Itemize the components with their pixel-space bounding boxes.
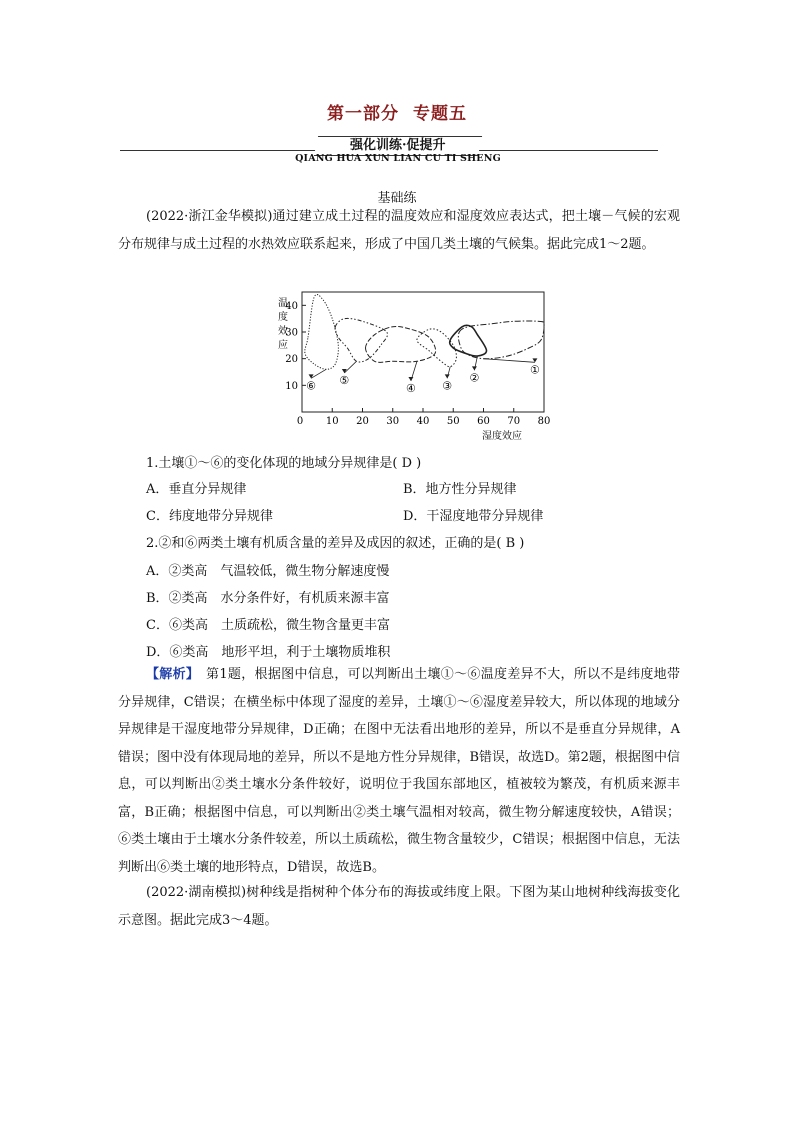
x-tick-label: 20 [356,416,369,427]
question-1-option-b: B．地方性分异规律 [403,482,517,497]
y-axis-label-2: 度 [278,312,288,323]
analysis-text: 第1题，根据图中信息，可以判断出土壤①～⑥温度差异不大，所以不是纬度地带分异规律，C错误；在横坐标中体现了湿度的差异，土壤①～⑥湿度差异较大，所以体现的地域分异规律是干湿度地带分异规律，D正确；在图中无法看出地形的差异，所以不是垂直分异规律，A错误；图中没有体现局地的差异，所以不是地方性分异规律，B错误，故选D。第2题，根据图中信息，可以判断出②类土壤水分条件较好，说明位于我国东部地区，植被较为繁茂，有机质来源丰富，B正确；根据图中信息，可以判断出②类土壤气温相对较高，微生物分解速度较快，A错误；⑥类土壤由于土壤水分条件较差，所以土质疏松，微生物含量较少，C错误；根据图中信息，无法判断出⑥类土壤的地形特点，D错误，故选B。 [118,667,680,875]
y-ticks [285,301,306,392]
y-tick-label: 30 [285,327,298,339]
y-tick-label: 10 [285,380,298,392]
soil-arrowhead-3 [445,374,450,378]
soil-label-2: ② [469,371,480,385]
soil-arrowhead-1 [532,358,537,362]
y-axis-label-1: 温 [278,298,288,309]
soil-label-3: ③ [442,379,453,393]
intro-paragraph-2: (2022·湖南模拟)树种线是指树种个体分布的海拔或纬度上限。下图为某山地树种线海拔变化示意图。据此完成3～4题。 [118,885,680,928]
x-ticks [297,408,551,427]
analysis-tag: 【解析】 [146,667,193,682]
soil-arrow-6 [311,369,326,378]
x-tick-label: 10 [325,416,339,427]
soil-outline-3 [417,329,457,367]
page-title [0,99,794,124]
question-1-option-a: A．垂直分异规律 [146,482,247,497]
x-tick-label: 80 [537,416,551,427]
topic-label: 专题五 [413,104,467,124]
soil-label-4: ④ [405,382,416,395]
y-tick-label: 20 [285,354,298,366]
soil-label-1: ① [529,363,540,377]
question-1-option-c: C．纬度地带分异规律 [146,509,273,524]
y-tick-label: 40 [285,300,298,312]
question-2-option-a: A．②类高 气温较低，微生物分解速度慢 [146,564,390,579]
x-axis-label: 湿度效应 [482,431,522,442]
plot-frame [302,292,544,412]
soil-outline-2 [450,325,487,356]
banner-rule-left [120,150,317,151]
soil-arrow-5 [344,361,356,373]
banner-pinyin: QIANG HUA XUN LIAN CU TI SHENG [295,153,501,164]
banner-text: 强化训练·促提升 [350,138,446,153]
question-2-option-d: D．⑥类高 地形平坦，利于土壤物质堆积 [146,645,391,660]
intro-paragraph-1: (2022·浙江金华模拟)通过建立成土过程的温度效应和湿度效应表达式，把土壤－气候的宏观分布规律与成土过程的水热效应联系起来，形成了中国几类土壤的气候集。据此完成1～2题。 [118,209,680,252]
x-tick-label: 50 [446,416,460,427]
question-1-stem: 1.土壤①～⑥的变化体现的地域分异规律是( D ) [146,456,422,471]
soil-outline-6 [305,294,339,369]
question-2-option-c: C．⑥类高 土质疏松，微生物含量更丰富 [146,618,390,633]
x-tick-label: 30 [386,416,400,427]
y-axis-label-3: 效 [278,326,288,337]
soil-arrow-1 [484,359,535,363]
y-axis-label-4: 应 [278,340,288,351]
question-2-stem: 2.②和⑥两类土壤有机质含量的差异及成因的叙述，正确的是( B ) [146,536,525,551]
x-tick-label: 60 [477,416,490,427]
soil-arrowhead-4 [408,377,413,381]
question-1-option-d: D．干湿度地带分异规律 [403,509,544,524]
x-tick-label: 0 [296,416,304,427]
banner-rule-right [478,150,658,151]
section-title: 基础练 [377,191,417,206]
x-tick-label: 40 [416,416,430,427]
x-tick-label: 70 [507,416,521,427]
soil-label-5: ⑤ [339,374,350,387]
part-label: 第一部分 [327,104,399,124]
question-2-option-b: B．②类高 水分条件好，有机质来源丰富 [146,591,390,606]
soil-outlines [305,294,544,395]
soil-climate-chart [270,290,560,445]
soil-arrowhead-2 [472,366,477,370]
analysis-paragraph [118,661,680,881]
soil-outline-5 [335,318,387,362]
soil-label-6: ⑥ [306,379,317,393]
